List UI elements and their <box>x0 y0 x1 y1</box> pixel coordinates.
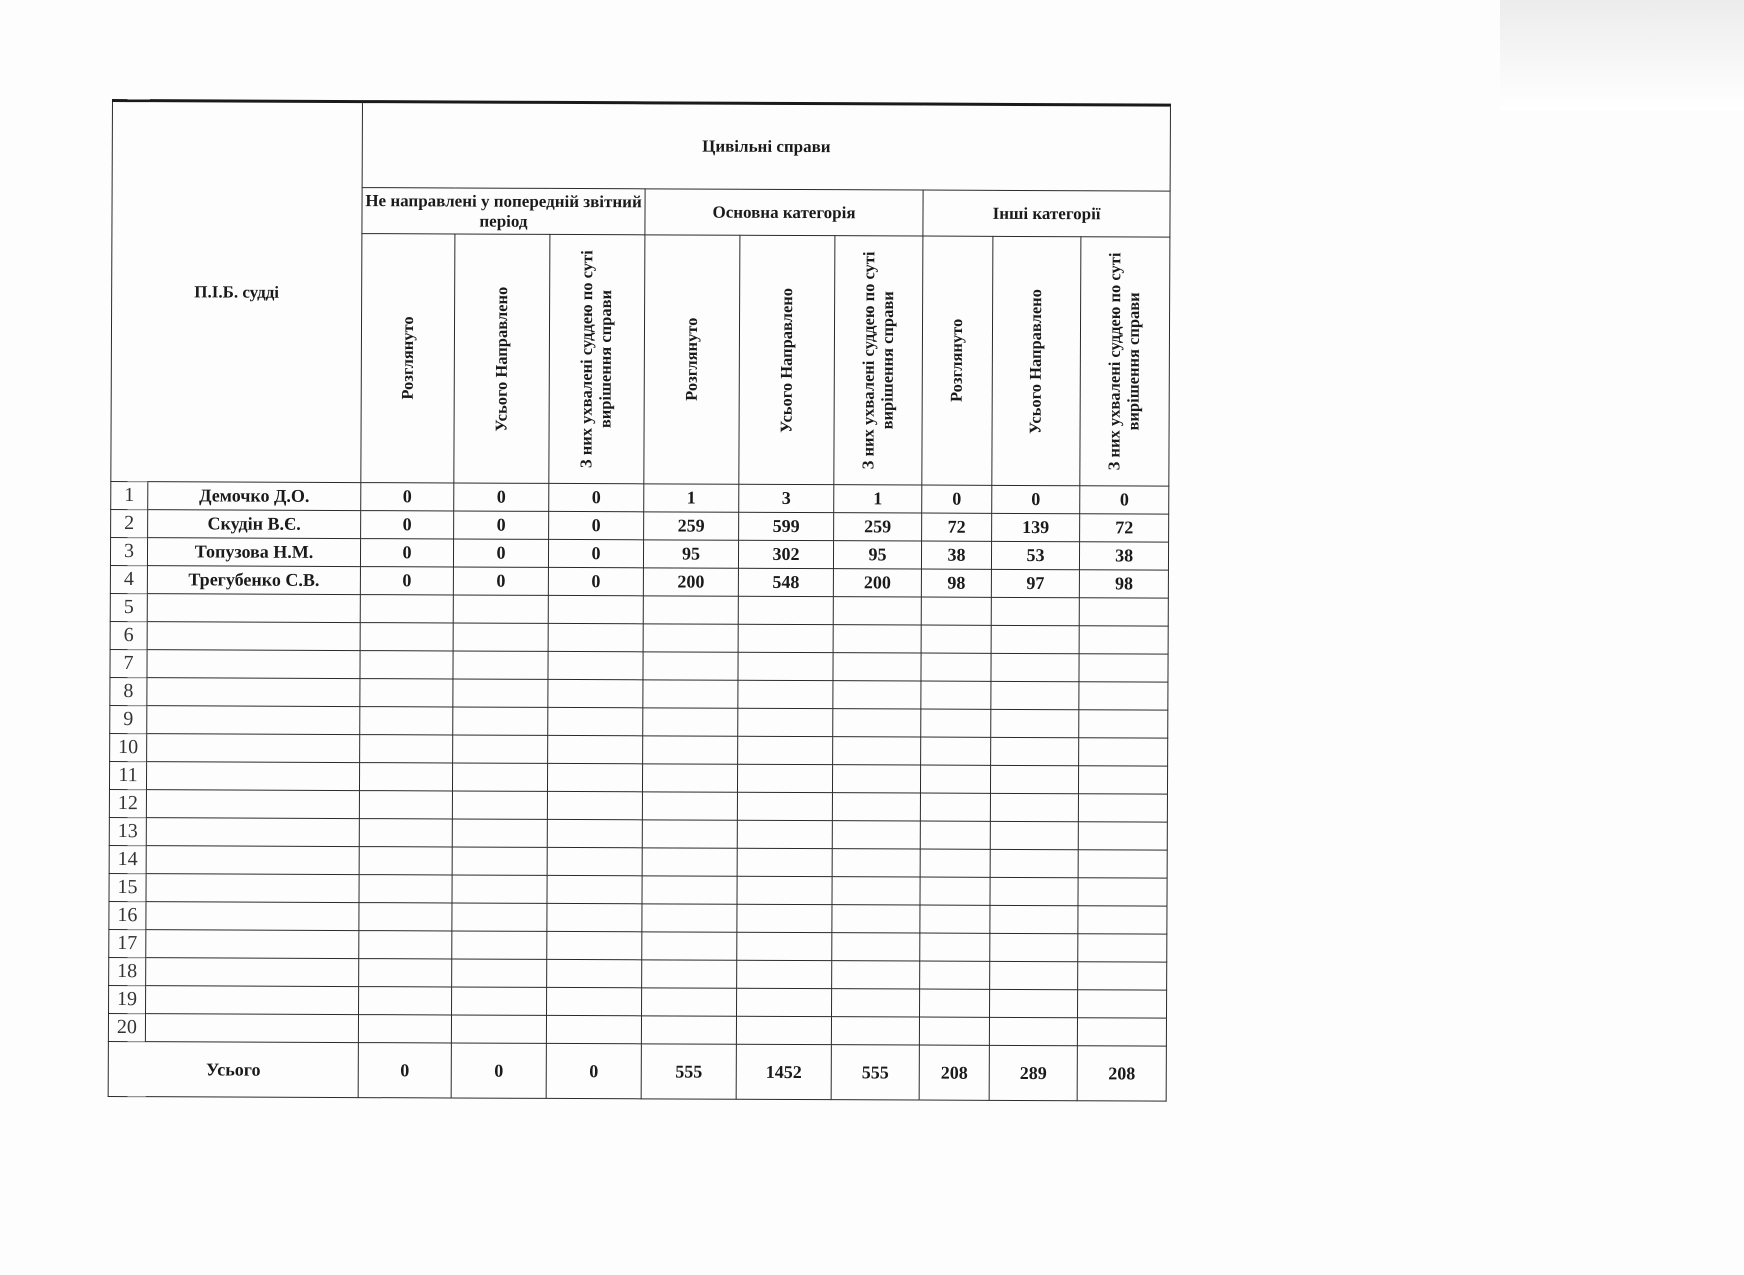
value-cell <box>920 793 990 821</box>
row-number: 7 <box>110 649 147 677</box>
value-cell <box>548 679 643 707</box>
value-cell <box>920 905 990 933</box>
value-cell <box>1078 794 1167 822</box>
value-cell <box>642 820 737 848</box>
value-cell <box>832 849 920 877</box>
sub-header-label: З них ухвалені суддею по суті вирішення справи <box>1104 252 1144 471</box>
value-cell: 0 <box>361 483 454 511</box>
judge-name-cell <box>146 762 359 791</box>
value-cell <box>358 1015 451 1043</box>
judge-name-cell <box>147 594 360 623</box>
value-cell <box>642 848 737 876</box>
value-cell: 1 <box>834 485 922 513</box>
value-cell <box>921 709 991 737</box>
value-cell <box>643 680 738 708</box>
value-cell <box>547 763 642 791</box>
value-cell <box>547 819 642 847</box>
group-header-other-categories: Інші категорії <box>923 190 1170 237</box>
value-cell: 0 <box>922 485 992 513</box>
value-cell <box>453 679 548 707</box>
value-cell <box>990 849 1078 877</box>
row-number: 8 <box>110 677 147 705</box>
value-cell <box>643 652 738 680</box>
value-cell <box>833 681 921 709</box>
sub-header-label: Усього Направлено <box>776 287 796 433</box>
value-cell <box>359 875 452 903</box>
value-cell <box>737 904 832 932</box>
total-value-cell: 289 <box>989 1045 1077 1100</box>
row-number: 5 <box>110 593 147 621</box>
value-cell <box>642 988 737 1016</box>
judge-name-cell <box>147 650 360 679</box>
value-cell: 0 <box>548 539 643 567</box>
value-cell: 302 <box>738 540 833 568</box>
value-cell: 0 <box>548 567 643 595</box>
value-cell: 0 <box>549 483 644 511</box>
group-header-main-category: Основна категорія <box>645 189 923 236</box>
value-cell: 98 <box>1079 570 1168 598</box>
value-cell: 38 <box>921 541 991 569</box>
value-cell <box>360 763 453 791</box>
value-cell <box>1078 822 1167 850</box>
judge-name-cell: Скудін В.Є. <box>148 510 361 539</box>
value-cell <box>452 875 547 903</box>
sub-header-label: Розглянуто <box>397 316 417 400</box>
value-cell <box>833 625 921 653</box>
value-cell: 548 <box>738 568 833 596</box>
value-cell <box>360 651 453 679</box>
row-number: 20 <box>108 1013 145 1041</box>
value-cell <box>921 653 991 681</box>
total-value-cell: 0 <box>451 1043 546 1098</box>
value-cell <box>643 596 738 624</box>
judge-name-cell <box>145 1014 358 1043</box>
value-cell: 0 <box>992 485 1080 513</box>
value-cell <box>736 1016 831 1044</box>
value-cell <box>1079 710 1168 738</box>
row-number: 11 <box>109 761 146 789</box>
value-cell: 0 <box>361 511 454 539</box>
sub-header-label: Усього Направлено <box>491 286 511 432</box>
judge-name-cell <box>146 930 359 959</box>
value-cell <box>1078 850 1167 878</box>
judge-name-cell <box>147 734 360 763</box>
value-cell <box>920 877 990 905</box>
value-cell <box>832 821 920 849</box>
row-number: 17 <box>109 929 146 957</box>
judge-name-cell <box>147 706 360 735</box>
value-cell <box>548 735 643 763</box>
value-cell: 53 <box>991 541 1079 569</box>
judge-name-cell: Топузова Н.М. <box>147 538 360 567</box>
row-number: 18 <box>109 957 146 985</box>
value-cell: 97 <box>991 569 1079 597</box>
value-cell: 95 <box>643 540 738 568</box>
judge-name-cell: Трегубенко С.В. <box>147 566 360 595</box>
value-cell: 72 <box>922 513 992 541</box>
value-cell <box>921 597 991 625</box>
value-cell <box>738 736 833 764</box>
value-cell: 72 <box>1080 514 1169 542</box>
value-cell <box>991 737 1079 765</box>
value-cell <box>642 764 737 792</box>
row-number: 4 <box>110 565 147 593</box>
value-cell <box>453 623 548 651</box>
value-cell <box>737 932 832 960</box>
sub-header-label: Розглянуто <box>681 317 701 402</box>
value-cell <box>643 736 738 764</box>
value-cell <box>1079 738 1168 766</box>
value-cell <box>833 709 921 737</box>
value-cell: 0 <box>454 483 549 511</box>
value-cell <box>642 932 737 960</box>
civil-cases-header: Цивільні справи <box>362 102 1170 192</box>
table-body <box>108 481 1169 1101</box>
judge-name-cell <box>146 846 359 875</box>
value-cell <box>548 707 643 735</box>
value-cell <box>452 819 547 847</box>
sub-header-cell <box>361 234 455 483</box>
value-cell <box>737 876 832 904</box>
value-cell <box>990 821 1078 849</box>
value-cell <box>1079 654 1168 682</box>
value-cell <box>1078 934 1167 962</box>
value-cell <box>453 735 548 763</box>
value-cell: 259 <box>834 513 922 541</box>
value-cell <box>1078 878 1167 906</box>
value-cell <box>921 737 991 765</box>
value-cell <box>737 820 832 848</box>
value-cell <box>452 931 547 959</box>
value-cell <box>547 931 642 959</box>
value-cell <box>738 624 833 652</box>
value-cell: 3 <box>739 484 834 512</box>
value-cell <box>920 961 990 989</box>
value-cell <box>642 960 737 988</box>
value-cell <box>452 987 547 1015</box>
value-cell <box>738 652 833 680</box>
row-number: 13 <box>109 817 146 845</box>
value-cell: 200 <box>643 568 738 596</box>
value-cell <box>832 793 920 821</box>
value-cell: 0 <box>360 567 453 595</box>
sub-header-label: Розглянуто <box>946 318 967 403</box>
value-cell <box>991 597 1079 625</box>
value-cell <box>642 876 737 904</box>
sub-header-cell <box>992 236 1081 485</box>
value-cell <box>990 793 1078 821</box>
value-cell <box>1077 1018 1166 1046</box>
value-cell: 95 <box>833 541 921 569</box>
value-cell <box>360 679 453 707</box>
value-cell <box>641 1016 736 1044</box>
value-cell <box>833 737 921 765</box>
judge-name-header: П.І.Б. судді <box>111 101 363 483</box>
value-cell <box>990 961 1078 989</box>
value-cell <box>1078 766 1167 794</box>
total-value-cell: 208 <box>1077 1046 1166 1101</box>
judge-name-cell: Демочко Д.О. <box>148 482 361 511</box>
value-cell: 200 <box>833 569 921 597</box>
value-cell <box>920 989 990 1017</box>
value-cell <box>1079 682 1168 710</box>
value-cell <box>737 960 832 988</box>
row-number: 12 <box>109 789 146 817</box>
value-cell <box>453 707 548 735</box>
total-value-cell: 1452 <box>736 1044 831 1099</box>
value-cell <box>737 988 832 1016</box>
value-cell <box>360 595 453 623</box>
value-cell <box>991 681 1079 709</box>
value-cell <box>738 708 833 736</box>
value-cell <box>920 765 990 793</box>
value-cell <box>452 959 547 987</box>
sub-header-label: Усього Направлено <box>1025 288 1046 434</box>
row-number: 14 <box>109 845 146 873</box>
value-cell <box>359 903 452 931</box>
value-cell <box>1079 626 1168 654</box>
value-cell <box>990 933 1078 961</box>
value-cell <box>1078 962 1167 990</box>
value-cell <box>921 681 991 709</box>
value-cell <box>360 735 453 763</box>
value-cell: 0 <box>454 511 549 539</box>
value-cell <box>547 847 642 875</box>
total-value-cell: 0 <box>546 1043 641 1098</box>
value-cell <box>359 819 452 847</box>
sub-header-cell <box>739 235 835 484</box>
sub-header-cell <box>549 234 645 483</box>
value-cell: 0 <box>453 539 548 567</box>
judge-name-cell <box>146 790 359 819</box>
value-cell <box>359 791 452 819</box>
value-cell <box>737 764 832 792</box>
value-cell <box>451 1015 546 1043</box>
row-number: 9 <box>110 705 147 733</box>
value-cell <box>359 959 452 987</box>
value-cell <box>643 624 738 652</box>
value-cell <box>359 931 452 959</box>
value-cell <box>642 792 737 820</box>
value-cell <box>452 847 547 875</box>
value-cell: 0 <box>360 539 453 567</box>
value-cell <box>920 933 990 961</box>
total-row <box>108 1041 1166 1101</box>
group-header-not-referred: Не направлені у попередній звітний період <box>362 188 645 235</box>
row-number: 19 <box>109 985 146 1013</box>
value-cell: 38 <box>1079 542 1168 570</box>
total-value-cell: 208 <box>919 1045 989 1100</box>
value-cell <box>453 651 548 679</box>
value-cell <box>832 905 920 933</box>
value-cell <box>833 653 921 681</box>
value-cell <box>360 707 453 735</box>
civil-cases-report-table <box>108 99 1171 1102</box>
value-cell <box>991 709 1079 737</box>
value-cell <box>989 1017 1077 1045</box>
value-cell <box>546 1015 641 1043</box>
sub-header-label: З них ухвалені суддею по суті вирішення справи <box>857 251 897 470</box>
value-cell <box>921 625 991 653</box>
judge-name-cell <box>147 678 360 707</box>
row-number: 1 <box>111 481 148 509</box>
judge-name-cell <box>147 622 360 651</box>
value-cell <box>547 959 642 987</box>
value-cell <box>643 708 738 736</box>
value-cell <box>1078 990 1167 1018</box>
value-cell: 0 <box>453 567 548 595</box>
sub-header-cell <box>1080 237 1170 486</box>
value-cell <box>833 597 921 625</box>
total-label: Усього <box>108 1041 358 1097</box>
value-cell <box>832 877 920 905</box>
value-cell <box>832 961 920 989</box>
judge-name-cell <box>146 902 359 931</box>
value-cell <box>547 903 642 931</box>
value-cell: 0 <box>549 511 644 539</box>
value-cell <box>359 847 452 875</box>
total-value-cell: 0 <box>358 1043 451 1098</box>
sub-header-cell <box>454 234 550 483</box>
value-cell: 98 <box>921 569 991 597</box>
row-number: 16 <box>109 901 146 929</box>
value-cell <box>1078 906 1167 934</box>
row-number: 2 <box>111 509 148 537</box>
row-number: 3 <box>110 537 147 565</box>
value-cell <box>453 595 548 623</box>
sub-header-cell <box>834 236 923 485</box>
value-cell <box>920 821 990 849</box>
value-cell <box>452 763 547 791</box>
total-value-cell: 555 <box>831 1045 919 1100</box>
value-cell <box>548 595 643 623</box>
value-cell: 0 <box>1080 486 1169 514</box>
row-number: 15 <box>109 873 146 901</box>
value-cell <box>360 623 453 651</box>
value-cell: 259 <box>644 512 739 540</box>
judge-name-cell <box>146 986 359 1015</box>
value-cell <box>738 680 833 708</box>
judge-name-cell <box>146 958 359 987</box>
value-cell <box>548 623 643 651</box>
scan-shadow <box>1500 0 1744 110</box>
sub-header-cell <box>644 235 740 484</box>
value-cell <box>990 905 1078 933</box>
sub-header-cell <box>922 236 993 485</box>
value-cell <box>832 933 920 961</box>
value-cell <box>990 877 1078 905</box>
judge-name-cell <box>146 818 359 847</box>
value-cell <box>920 849 990 877</box>
row-number: 6 <box>110 621 147 649</box>
total-value-cell: 555 <box>641 1044 736 1099</box>
value-cell <box>737 792 832 820</box>
value-cell <box>832 989 920 1017</box>
judge-name-cell <box>146 874 359 903</box>
value-cell <box>737 848 832 876</box>
value-cell: 599 <box>739 512 834 540</box>
row-number: 10 <box>110 733 147 761</box>
value-cell <box>738 596 833 624</box>
sub-header-label: З них ухвалені суддею по суті вирішення справи <box>576 250 616 469</box>
value-cell: 139 <box>992 513 1080 541</box>
value-cell <box>990 765 1078 793</box>
value-cell <box>452 903 547 931</box>
value-cell <box>991 653 1079 681</box>
value-cell <box>990 989 1078 1017</box>
value-cell <box>547 791 642 819</box>
value-cell <box>831 1017 919 1045</box>
value-cell <box>452 791 547 819</box>
value-cell <box>359 987 452 1015</box>
value-cell <box>991 625 1079 653</box>
value-cell <box>547 875 642 903</box>
value-cell <box>919 1017 989 1045</box>
value-cell <box>832 765 920 793</box>
value-cell <box>548 651 643 679</box>
value-cell <box>547 987 642 1015</box>
value-cell <box>642 904 737 932</box>
value-cell: 1 <box>644 484 739 512</box>
value-cell <box>1079 598 1168 626</box>
